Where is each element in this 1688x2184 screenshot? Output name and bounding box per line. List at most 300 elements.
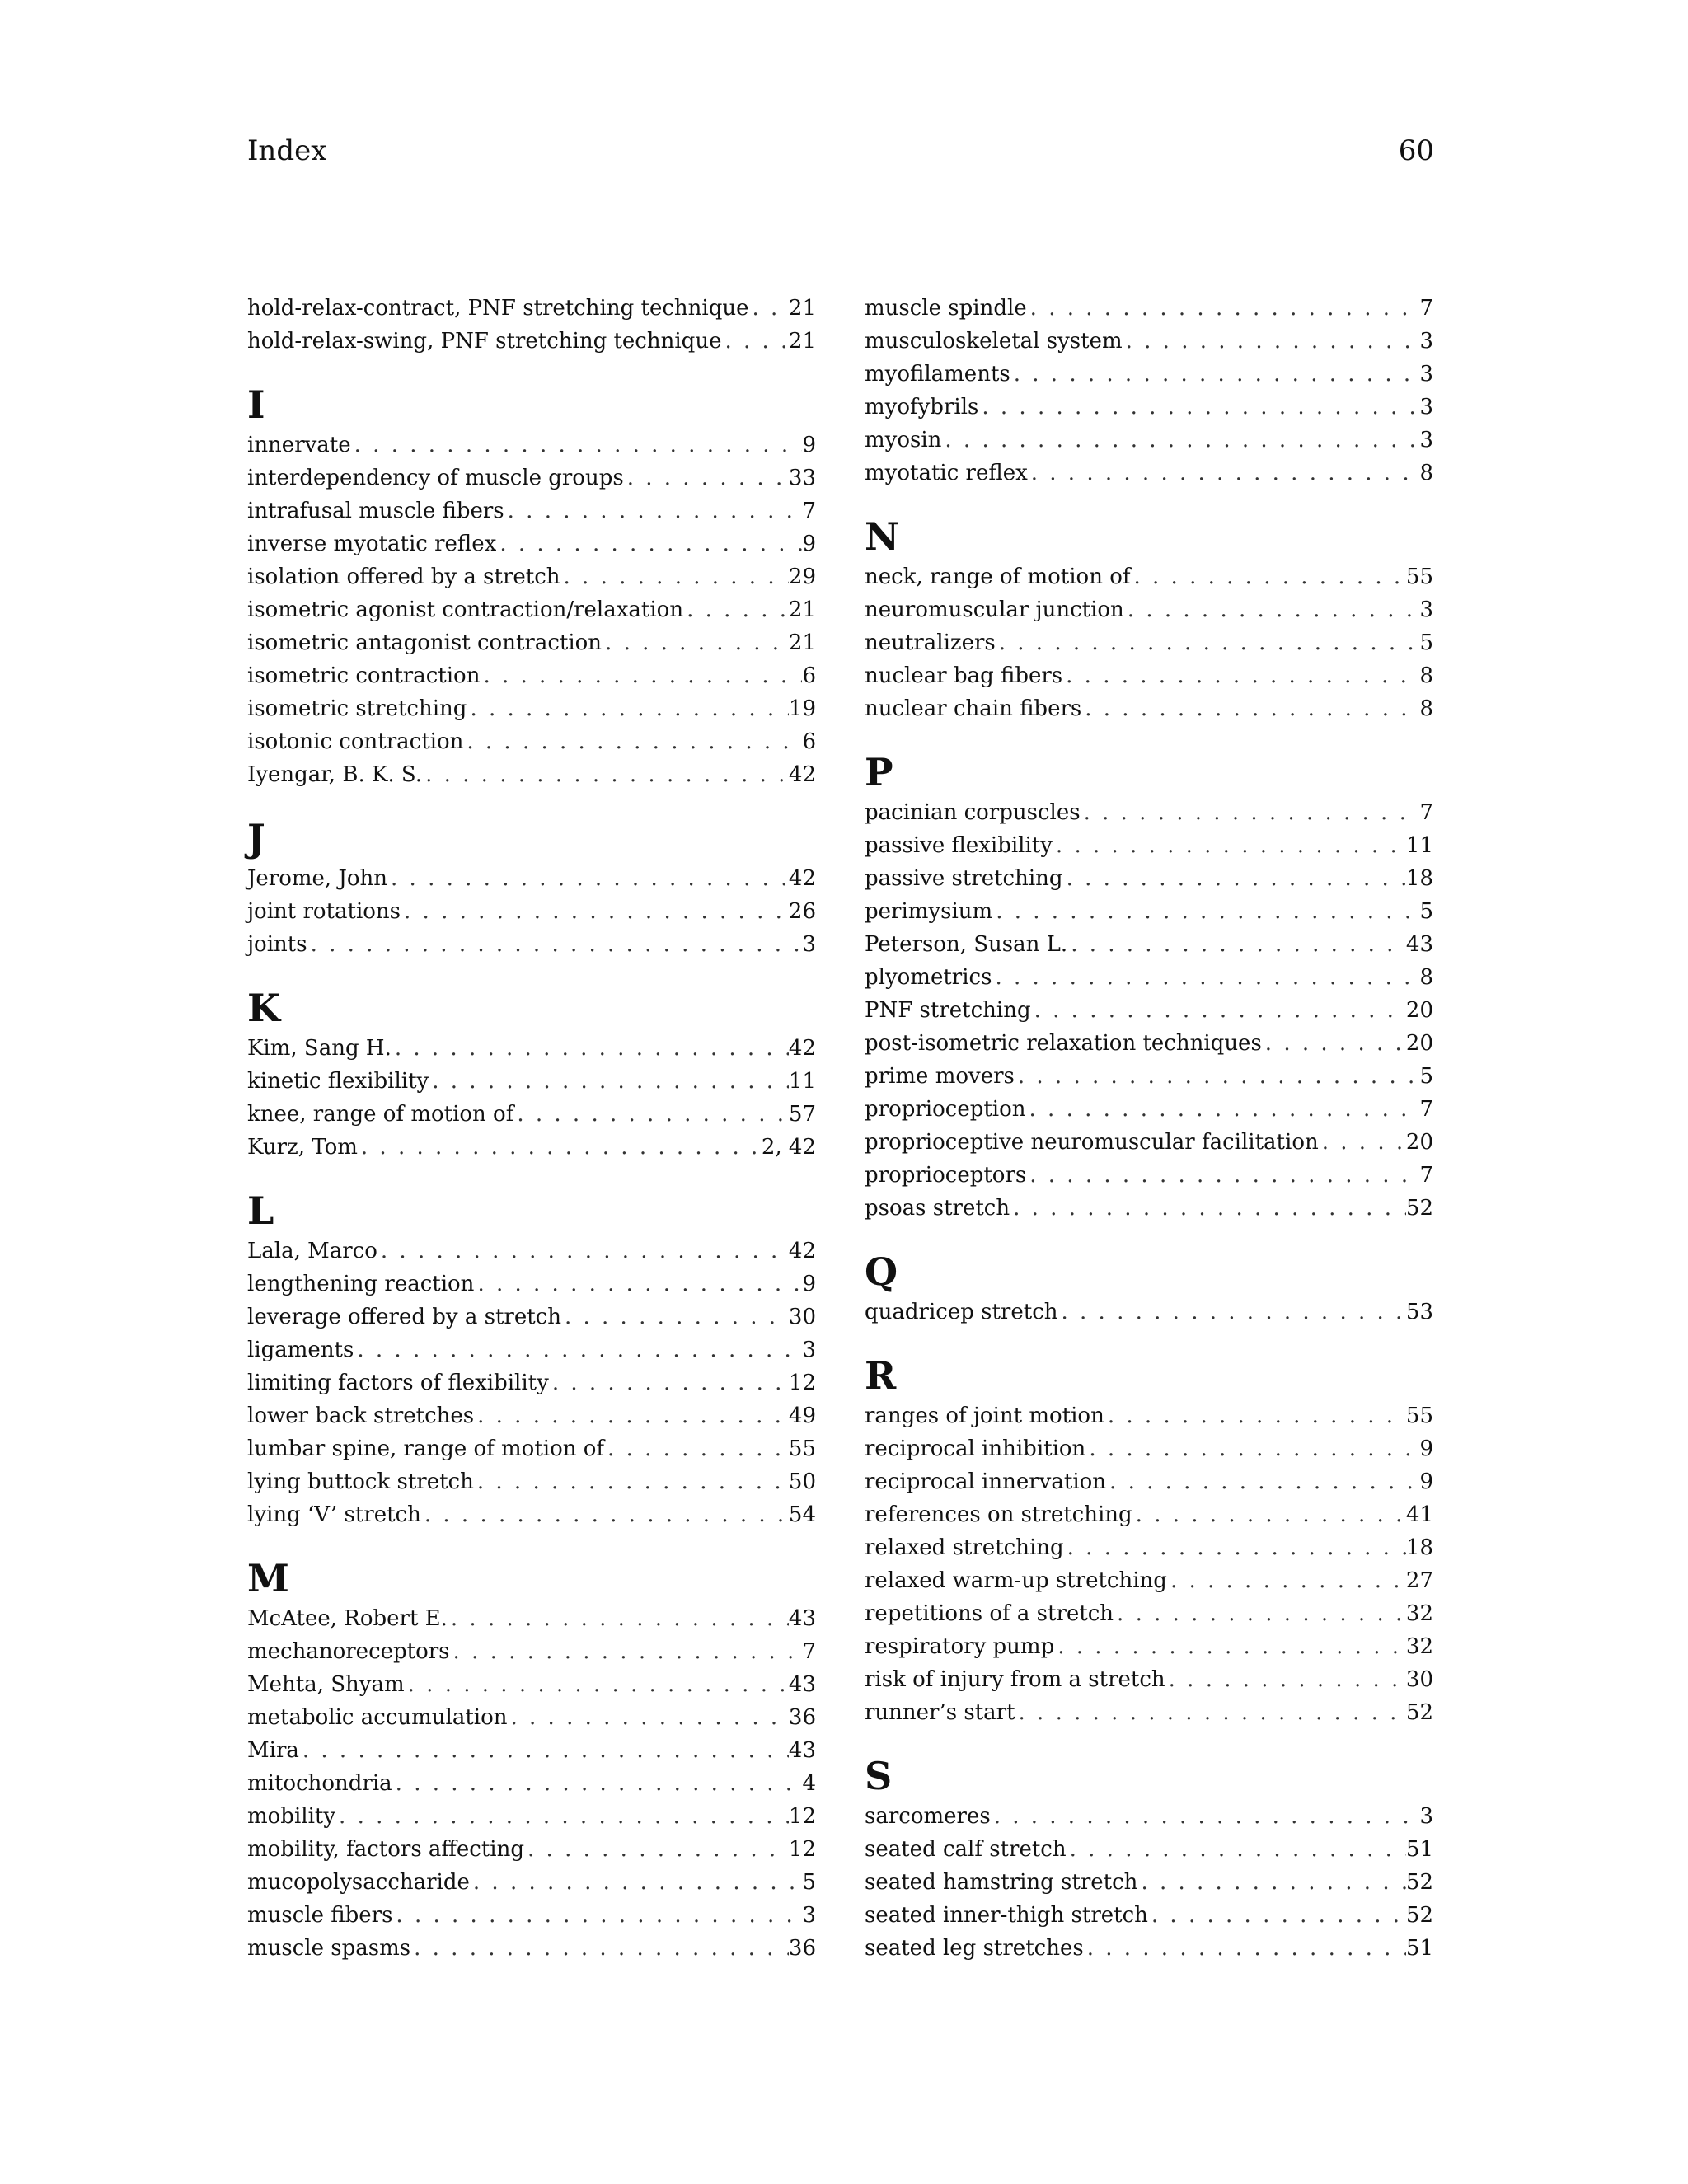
dot-leader [1053,829,1406,862]
page-reference: 9 [802,433,816,457]
dot-leader [1027,292,1420,325]
dot-leader [1085,1432,1419,1465]
dot-leader [1137,1866,1405,1899]
running-header [247,130,1434,171]
page-reference: 8 [1419,965,1433,990]
index-term: myofilaments [865,362,1010,387]
index-term: mobility [247,1804,336,1829]
page-reference: 3 [802,932,816,957]
index-term: seated calf stretch [865,1837,1067,1862]
page-reference: 32 [1405,1634,1433,1659]
index-term: respiratory pump [865,1634,1055,1659]
page-reference: 9 [802,532,816,556]
dot-leader [683,593,789,626]
index-entry [247,1333,816,1366]
dot-leader [1114,1597,1406,1630]
index-entry [865,862,1433,895]
index-term: Lala, Marco [247,1239,377,1263]
index-entry [247,494,816,527]
page-reference: 26 [788,899,816,924]
index-entry [865,692,1433,725]
index-entry [865,1696,1433,1729]
page-reference: 51 [1405,1936,1433,1961]
index-entry [247,1800,816,1833]
index-term: repetitions of a stretch [865,1601,1114,1626]
index-term: Kurz, Tom [247,1135,358,1160]
page-reference: 27 [1405,1568,1433,1593]
dot-leader [1123,325,1420,358]
index-term: nuclear bag fibers [865,663,1063,688]
index-entry [865,1192,1433,1225]
index-entry [247,1465,816,1498]
index-term: Iyengar, B. K. S. [247,762,423,787]
index-entry [865,560,1433,593]
page-reference: 52 [1405,1196,1433,1221]
page-reference: 43 [788,1738,816,1763]
index-term: plyometrics [865,965,992,990]
index-entry [247,527,816,560]
index-entry [865,325,1433,358]
dot-leader [448,1602,789,1635]
index-term: joint rotations [247,899,401,924]
page-reference: 5 [802,1870,816,1895]
index-entry [247,1932,816,1965]
page-reference: 52 [1405,1903,1433,1928]
index-term: reciprocal inhibition [865,1436,1086,1461]
page-reference: 52 [1405,1700,1433,1725]
index-term: Mira [247,1738,299,1763]
dot-leader [992,961,1419,994]
index-term: relaxed warm-up stretching [865,1568,1167,1593]
index-entry [247,325,816,358]
page-reference: 20 [1405,1130,1433,1155]
dot-leader [307,928,803,961]
index-term: myotatic reflex [865,461,1028,485]
dot-leader [624,462,789,494]
dot-leader [1028,457,1420,490]
index-entry [865,1531,1433,1564]
page-reference: 57 [788,1102,816,1127]
index-entry [865,1663,1433,1696]
index-entry [865,961,1433,994]
dot-leader [560,560,789,593]
page-reference: 30 [1405,1667,1433,1692]
page-reference: 11 [788,1069,816,1094]
dot-leader [1148,1899,1406,1932]
index-entry [865,1399,1433,1432]
letter-heading: Q [865,1249,898,1294]
index-entry [865,457,1433,490]
index-term: proprioception [865,1097,1026,1122]
index-term: muscle spasms [247,1936,411,1961]
index-term: McAtee, Robert E. [247,1606,448,1631]
index-term: knee, range of motion of [247,1102,514,1127]
page-reference: 51 [1405,1837,1433,1862]
page-reference: 55 [1405,565,1433,589]
dot-leader [405,1668,789,1701]
letter-heading: M [247,1556,289,1601]
index-entry [865,895,1433,928]
index-entry [865,424,1433,457]
dot-leader [1067,928,1406,961]
dot-leader [508,1701,789,1734]
index-term: ranges of joint motion [865,1404,1104,1428]
index-term: relaxed stretching [865,1535,1064,1560]
index-term: Mehta, Shyam [247,1672,405,1697]
dot-leader [467,692,788,725]
index-entry [865,593,1433,626]
index-entry [865,1597,1433,1630]
dot-leader [524,1833,789,1866]
page-reference: 7 [1419,296,1433,321]
dot-leader [421,1498,789,1531]
page-reference: 29 [788,565,816,589]
dot-leader [1064,1531,1406,1564]
dot-leader [480,659,802,692]
letter-heading: S [865,1754,893,1798]
index-term: risk of injury from a stretch [865,1667,1165,1692]
index-term: proprioceptors [865,1163,1027,1188]
dot-leader [1062,659,1419,692]
index-term: isometric stretching [247,696,467,721]
dot-leader [1054,1630,1406,1663]
page-reference: 12 [788,1837,816,1862]
dot-leader [1031,994,1406,1027]
index-term: seated inner-thigh stretch [865,1903,1148,1928]
index-term: kinetic flexibility [247,1069,429,1094]
page-title: Index [247,134,327,167]
page-reference: 42 [788,1239,816,1263]
dot-leader [351,429,803,462]
dot-leader [387,862,789,895]
index-entry [865,1296,1433,1329]
index-term: lying ‘V’ stretch [247,1502,421,1527]
page-reference: 36 [788,1936,816,1961]
index-term: PNF stretching [865,998,1031,1023]
dot-leader [1167,1564,1406,1597]
page-reference: 7 [1419,1097,1433,1122]
dot-leader [474,1399,789,1432]
index-entry [865,994,1433,1027]
index-term: interdependency of muscle groups [247,466,624,490]
page-reference: 8 [1419,663,1433,688]
dot-leader [470,1866,803,1899]
dot-leader [410,1932,789,1965]
page-reference: 6 [802,663,816,688]
page-reference: 3 [1419,428,1433,452]
index-entry [247,1065,816,1098]
page-reference: 43 [788,1606,816,1631]
dot-leader [1010,1192,1406,1225]
dot-leader [1026,1093,1420,1126]
dot-leader [602,626,789,659]
index-entry [865,659,1433,692]
dot-leader [429,1065,789,1098]
dot-leader [996,626,1420,659]
index-entry [247,1635,816,1668]
page-reference: 12 [788,1371,816,1395]
dot-leader [1026,1159,1419,1192]
page-reference: 43 [1405,932,1433,957]
index-term: musculoskeletal system [865,329,1123,354]
dot-leader [1262,1027,1406,1060]
index-entry [247,1235,816,1268]
index-entry [247,1131,816,1164]
dot-leader [749,292,789,325]
page-reference: 43 [788,1672,816,1697]
index-entry [865,391,1433,424]
page-number: 60 [1398,134,1434,167]
page-reference: 33 [788,466,816,490]
dot-leader [299,1734,789,1767]
page-reference: 12 [788,1804,816,1829]
page-reference: 3 [1419,598,1433,622]
index-term: isolation offered by a stretch [247,565,560,589]
index-term: proprioceptive neuromuscular facilitation [865,1130,1319,1155]
dot-leader [401,895,789,928]
page-reference: 5 [1419,899,1433,924]
dot-leader [463,725,802,758]
index-term: isotonic contraction [247,729,464,754]
letter-heading: N [865,514,900,559]
page-reference: 9 [1419,1469,1433,1494]
dot-leader [1015,1060,1420,1093]
page-reference: 21 [788,296,816,321]
dot-leader [992,895,1419,928]
index-entry [865,796,1433,829]
dot-leader [474,1465,789,1498]
index-term: psoas stretch [865,1196,1010,1221]
dot-leader [604,1432,789,1465]
page-reference: 30 [788,1305,816,1329]
index-term: post-isometric relaxation techniques [865,1031,1262,1056]
index-term: nuclear chain fibers [865,696,1082,721]
dot-leader [422,758,789,791]
index-term: runner’s start [865,1700,1015,1725]
index-term: neck, range of motion of [865,565,1131,589]
page-reference: 9 [1419,1436,1433,1461]
dot-leader [1067,1833,1406,1866]
index-entry [247,928,816,961]
index-term: leverage offered by a stretch [247,1305,561,1329]
index-term: references on stretching [865,1502,1132,1527]
page-reference: 18 [1405,866,1433,891]
dot-leader [504,494,803,527]
index-entry [247,1701,816,1734]
index-entry [247,429,816,462]
index-term: isometric antagonist contraction [247,630,603,655]
index-entry [247,626,816,659]
index-term: mechanoreceptors [247,1639,450,1664]
index-entry [247,560,816,593]
index-entry [247,725,816,758]
index-entry [247,1602,816,1635]
dot-leader [721,325,788,358]
index-entry [247,692,816,725]
index-entry [865,292,1433,325]
index-term: lengthening reaction [247,1272,475,1296]
page-reference: 42 [788,866,816,891]
index-term: intrafusal muscle fibers [247,499,504,523]
page-reference: 3 [1419,329,1433,354]
index-term: Kim, Sang H. [247,1036,392,1061]
page-reference: 49 [788,1404,816,1428]
dot-leader [358,1131,762,1164]
dot-leader [978,391,1419,424]
dot-leader [1081,796,1420,829]
index-entry [865,928,1433,961]
index-term: myofybrils [865,395,979,419]
page-reference: 32 [1405,1601,1433,1626]
index-entry [247,1432,816,1465]
index-entry [865,1498,1433,1531]
index-term: ligaments [247,1338,354,1362]
page-reference: 55 [1405,1404,1433,1428]
index-term: neutralizers [865,630,996,655]
dot-leader [392,1899,802,1932]
dot-leader [991,1800,1420,1833]
dot-leader [549,1366,789,1399]
index-term: neuromuscular junction [865,598,1124,622]
dot-leader [1319,1126,1406,1159]
page-reference: 5 [1419,1064,1433,1089]
page-reference: 7 [1419,1163,1433,1188]
page-reference: 19 [788,696,816,721]
letter-heading: L [247,1188,274,1233]
index-entry [247,292,816,325]
index-entry [247,1098,816,1131]
page-reference: 36 [788,1705,816,1730]
page-reference: 53 [1405,1300,1433,1324]
page-reference: 3 [802,1903,816,1928]
page-reference: 7 [1419,800,1433,825]
index-term: myosin [865,428,942,452]
page-reference: 3 [1419,395,1433,419]
index-term: seated leg stretches [865,1936,1084,1961]
index-term: lumbar spine, range of motion of [247,1436,605,1461]
index-term: joints [247,932,307,957]
index-entry [247,1866,816,1899]
index-term: Jerome, John [247,866,388,891]
dot-leader [1010,358,1420,391]
index-entry [247,659,816,692]
page-reference: 6 [802,729,816,754]
index-term: muscle fibers [247,1903,393,1928]
page-reference: 4 [802,1771,816,1796]
letter-heading: K [247,986,280,1030]
index-term: seated hamstring stretch [865,1870,1138,1895]
index-term: mobility, factors affecting [247,1837,525,1862]
index-entry [865,1027,1433,1060]
index-entry [247,1498,816,1531]
index-entry [865,1159,1433,1192]
index-entry [865,1630,1433,1663]
dot-leader [1104,1399,1406,1432]
index-entry [865,1833,1433,1866]
index-term: metabolic accumulation [247,1705,508,1730]
index-entry [247,895,816,928]
index-entry [247,462,816,494]
index-entry [865,626,1433,659]
index-entry [865,1093,1433,1126]
page-reference: 2, 42 [761,1135,816,1160]
index-entry [247,1268,816,1301]
index-entry [247,1366,816,1399]
index-term: pacinian corpuscles [865,800,1081,825]
page-reference: 3 [1419,1804,1433,1829]
index-entry [865,1465,1433,1498]
letter-heading: R [865,1353,897,1398]
index-term: isometric contraction [247,663,481,688]
page-reference: 55 [788,1436,816,1461]
dot-leader [1106,1465,1419,1498]
page-reference: 20 [1405,998,1433,1023]
page-reference: 8 [1419,696,1433,721]
index-entry [247,862,816,895]
index-entry [247,1767,816,1800]
index-term: mitochondria [247,1771,392,1796]
index-entry [865,1866,1433,1899]
index-entry [865,1564,1433,1597]
dot-leader [561,1301,789,1333]
dot-leader [474,1268,802,1301]
index-entry [247,758,816,791]
dot-leader [354,1333,802,1366]
index-term: Peterson, Susan L. [865,932,1068,957]
index-column-left [247,292,816,1965]
dot-leader [1084,1932,1406,1965]
page-reference: 3 [802,1338,816,1362]
index-term: isometric agonist contraction/relaxation [247,598,684,622]
index-term: perimysium [865,899,993,924]
dot-leader [392,1767,803,1800]
dot-leader [496,527,802,560]
dot-leader [941,424,1419,457]
page-reference: 8 [1419,461,1433,485]
index-entry [247,1899,816,1932]
index-entry [865,1899,1433,1932]
page-reference: 42 [788,762,816,787]
dot-leader [1015,1696,1406,1729]
page-reference: 7 [802,1639,816,1664]
index-term: hold-relax-contract, PNF stretching technique [247,296,749,321]
index-column-right [865,292,1433,1965]
dot-leader [450,1635,803,1668]
index-term: passive flexibility [865,833,1053,858]
dot-leader [1132,1498,1406,1531]
page-reference: 11 [1405,833,1433,858]
page-reference: 18 [1405,1535,1433,1560]
dot-leader [1131,560,1406,593]
index-term: lying buttock stretch [247,1469,474,1494]
page-reference: 7 [802,499,816,523]
page-reference: 5 [1419,630,1433,655]
index-term: inverse myotatic reflex [247,532,497,556]
index-entry [865,1932,1433,1965]
dot-leader [513,1098,789,1131]
index-term: prime movers [865,1064,1015,1089]
dot-leader [1058,1296,1406,1329]
letter-heading: P [865,750,893,794]
index-term: sarcomeres [865,1804,991,1829]
index-entry [865,1800,1433,1833]
index-entry [865,358,1433,391]
index-entry [247,593,816,626]
index-term: muscle spindle [865,296,1027,321]
letter-heading: I [247,382,265,427]
index-term: reciprocal innervation [865,1469,1107,1494]
index-entry [247,1668,816,1701]
